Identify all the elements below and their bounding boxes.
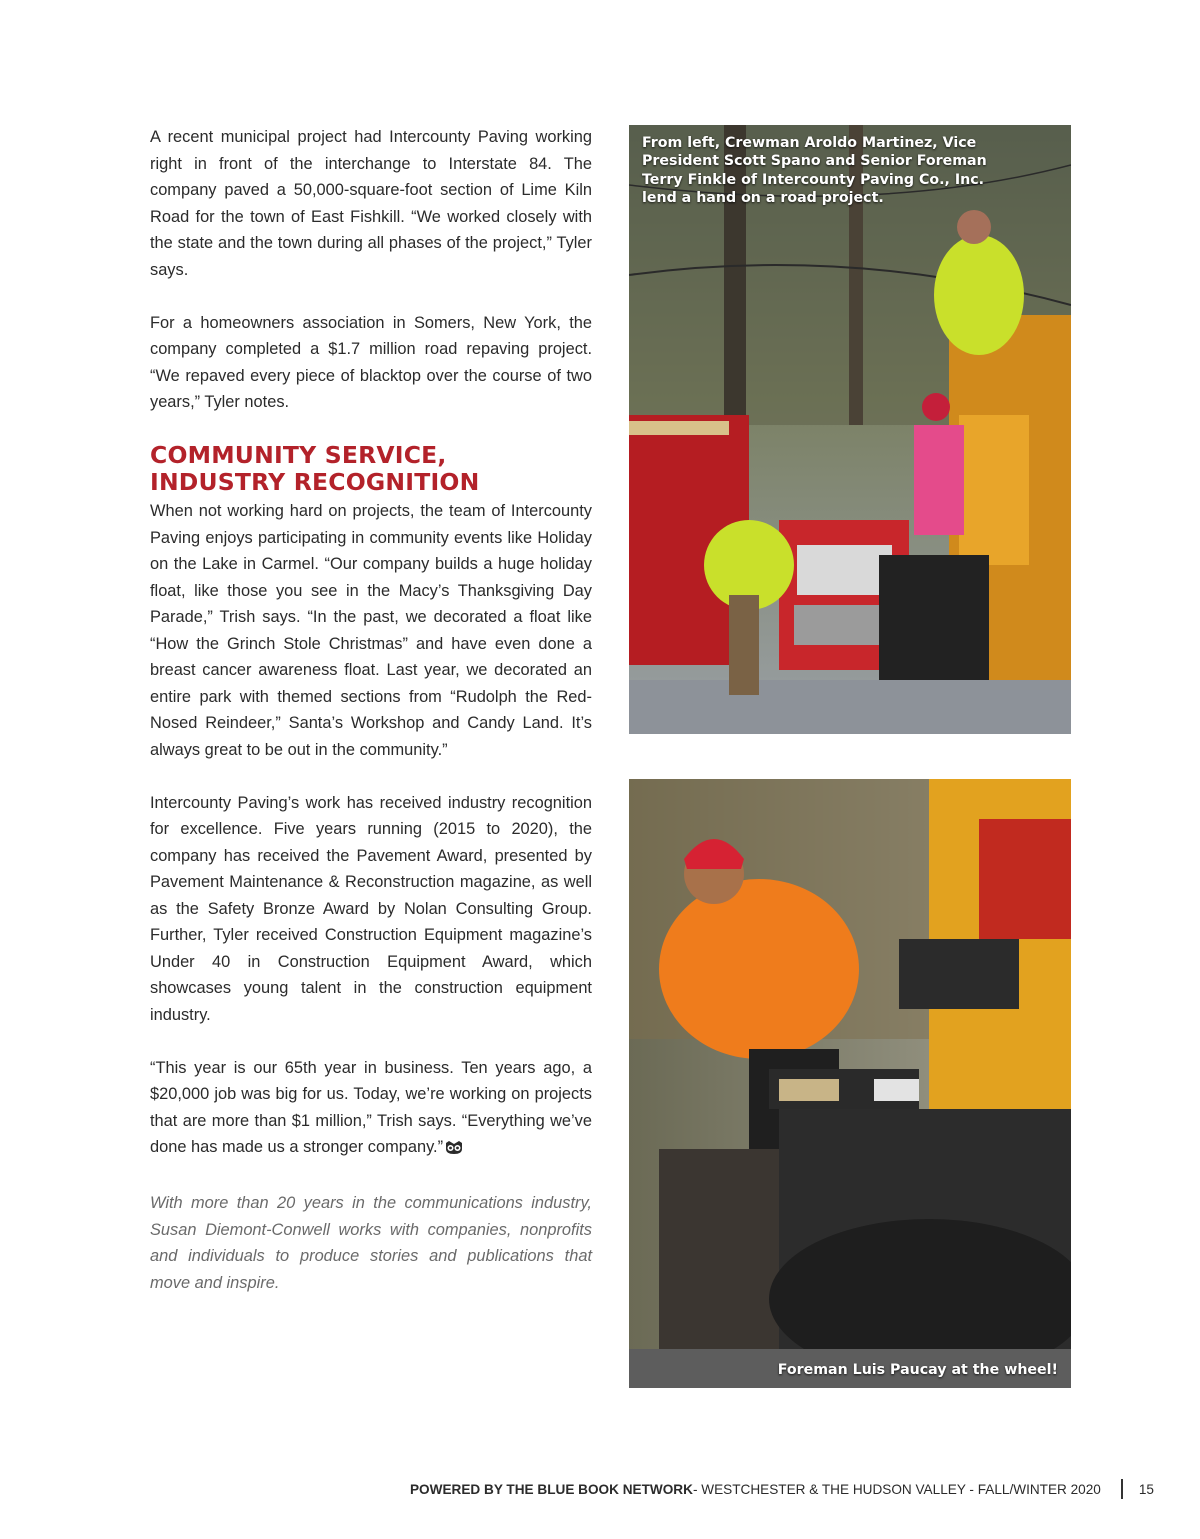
photo-foreman-at-wheel — [629, 779, 1071, 1388]
photo-caption: From left, Crewman Aroldo Martinez, Vice President Scott Spano and Senior Foreman Terry Finkle of Intercounty Paving Co., Inc. lend a hand on a road project. — [642, 135, 987, 206]
article-column — [150, 124, 592, 1296]
section-heading-line: INDUSTRY RECOGNITION — [150, 468, 480, 496]
photo-paving-crew — [629, 125, 1071, 734]
author-bio: With more than 20 years in the communications industry, Susan Diemont-Conwell works with companies, nonprofits and individuals to produce stories and publications that move and inspire. — [150, 1194, 592, 1292]
page-footer — [410, 1479, 1154, 1499]
photo-paving-crew-image — [629, 125, 1071, 734]
footer-issue: - WESTCHESTER & THE HUDSON VALLEY - FALL/WINTER 2020 — [692, 1481, 1101, 1497]
article-paragraph: Intercounty Paving’s work has received industry recognition for excellence. Five years running (2015 to 2020), the company has received the Pavement Award, presented by Pavement Maintenance & Reconstruction magazine, as well as the Safety Bronze Award by Nolan Consulting Group. Further, Tyler received Construction Equipment magazine’s Under 40 in Construction Equipment Award, which showcases young talent in the construction equipment industry. — [150, 793, 592, 1024]
page-number: 15 — [1138, 1481, 1154, 1497]
section-heading — [150, 442, 592, 496]
footer-divider — [1121, 1479, 1123, 1499]
article-paragraph: A recent municipal project had Intercounty Paving working right in front of the interchange to Interstate 84. The company paved a 50,000-square-foot section of Lime Kiln Road for the town of East Fishkill. “We worked closely with the state and the town during all phases of the project,” Tyler says. — [150, 128, 592, 279]
closing-quote: “This year is our 65th year in business. Ten years ago, a $20,000 job was big for us. Today, we’re working on projects that are more than $1 million,” Trish says. “Everything we’ve done has made us a stronger company.” — [150, 1058, 592, 1156]
photo-foreman-at-wheel-image — [629, 779, 1071, 1388]
article-paragraph: When not working hard on projects, the team of Intercounty Paving enjoys participating in community events like Holiday on the Lake in Carmel. “Our company builds a huge holiday float, like those you see in the Macy’s Thanksgiving Day Parade,” Trish says. “In the past, we decorated a float like “How the Grinch Stole Christmas” and have even done a breast cancer awareness float. Last year, we decorated an entire park with themed sections from “Rudolph the Red-Nosed Reindeer,” Santa’s Workshop and Candy Land. It’s always great to be out in the community.” — [150, 502, 592, 759]
article-paragraph: For a homeowners association in Somers, New York, the company completed a $1.7 million road repaving project. “We repaved every piece of blacktop over the course of two years,” Tyler notes. — [150, 313, 592, 411]
photo-caption: Foreman Luis Paucay at the wheel! — [777, 1361, 1058, 1378]
owl-end-mark-icon — [445, 1137, 463, 1164]
footer-brand: POWERED BY THE BLUE BOOK NETWORK — [409, 1481, 693, 1497]
section-heading-line: COMMUNITY SERVICE, — [150, 441, 447, 469]
article-paragraph-closing — [150, 1055, 592, 1164]
